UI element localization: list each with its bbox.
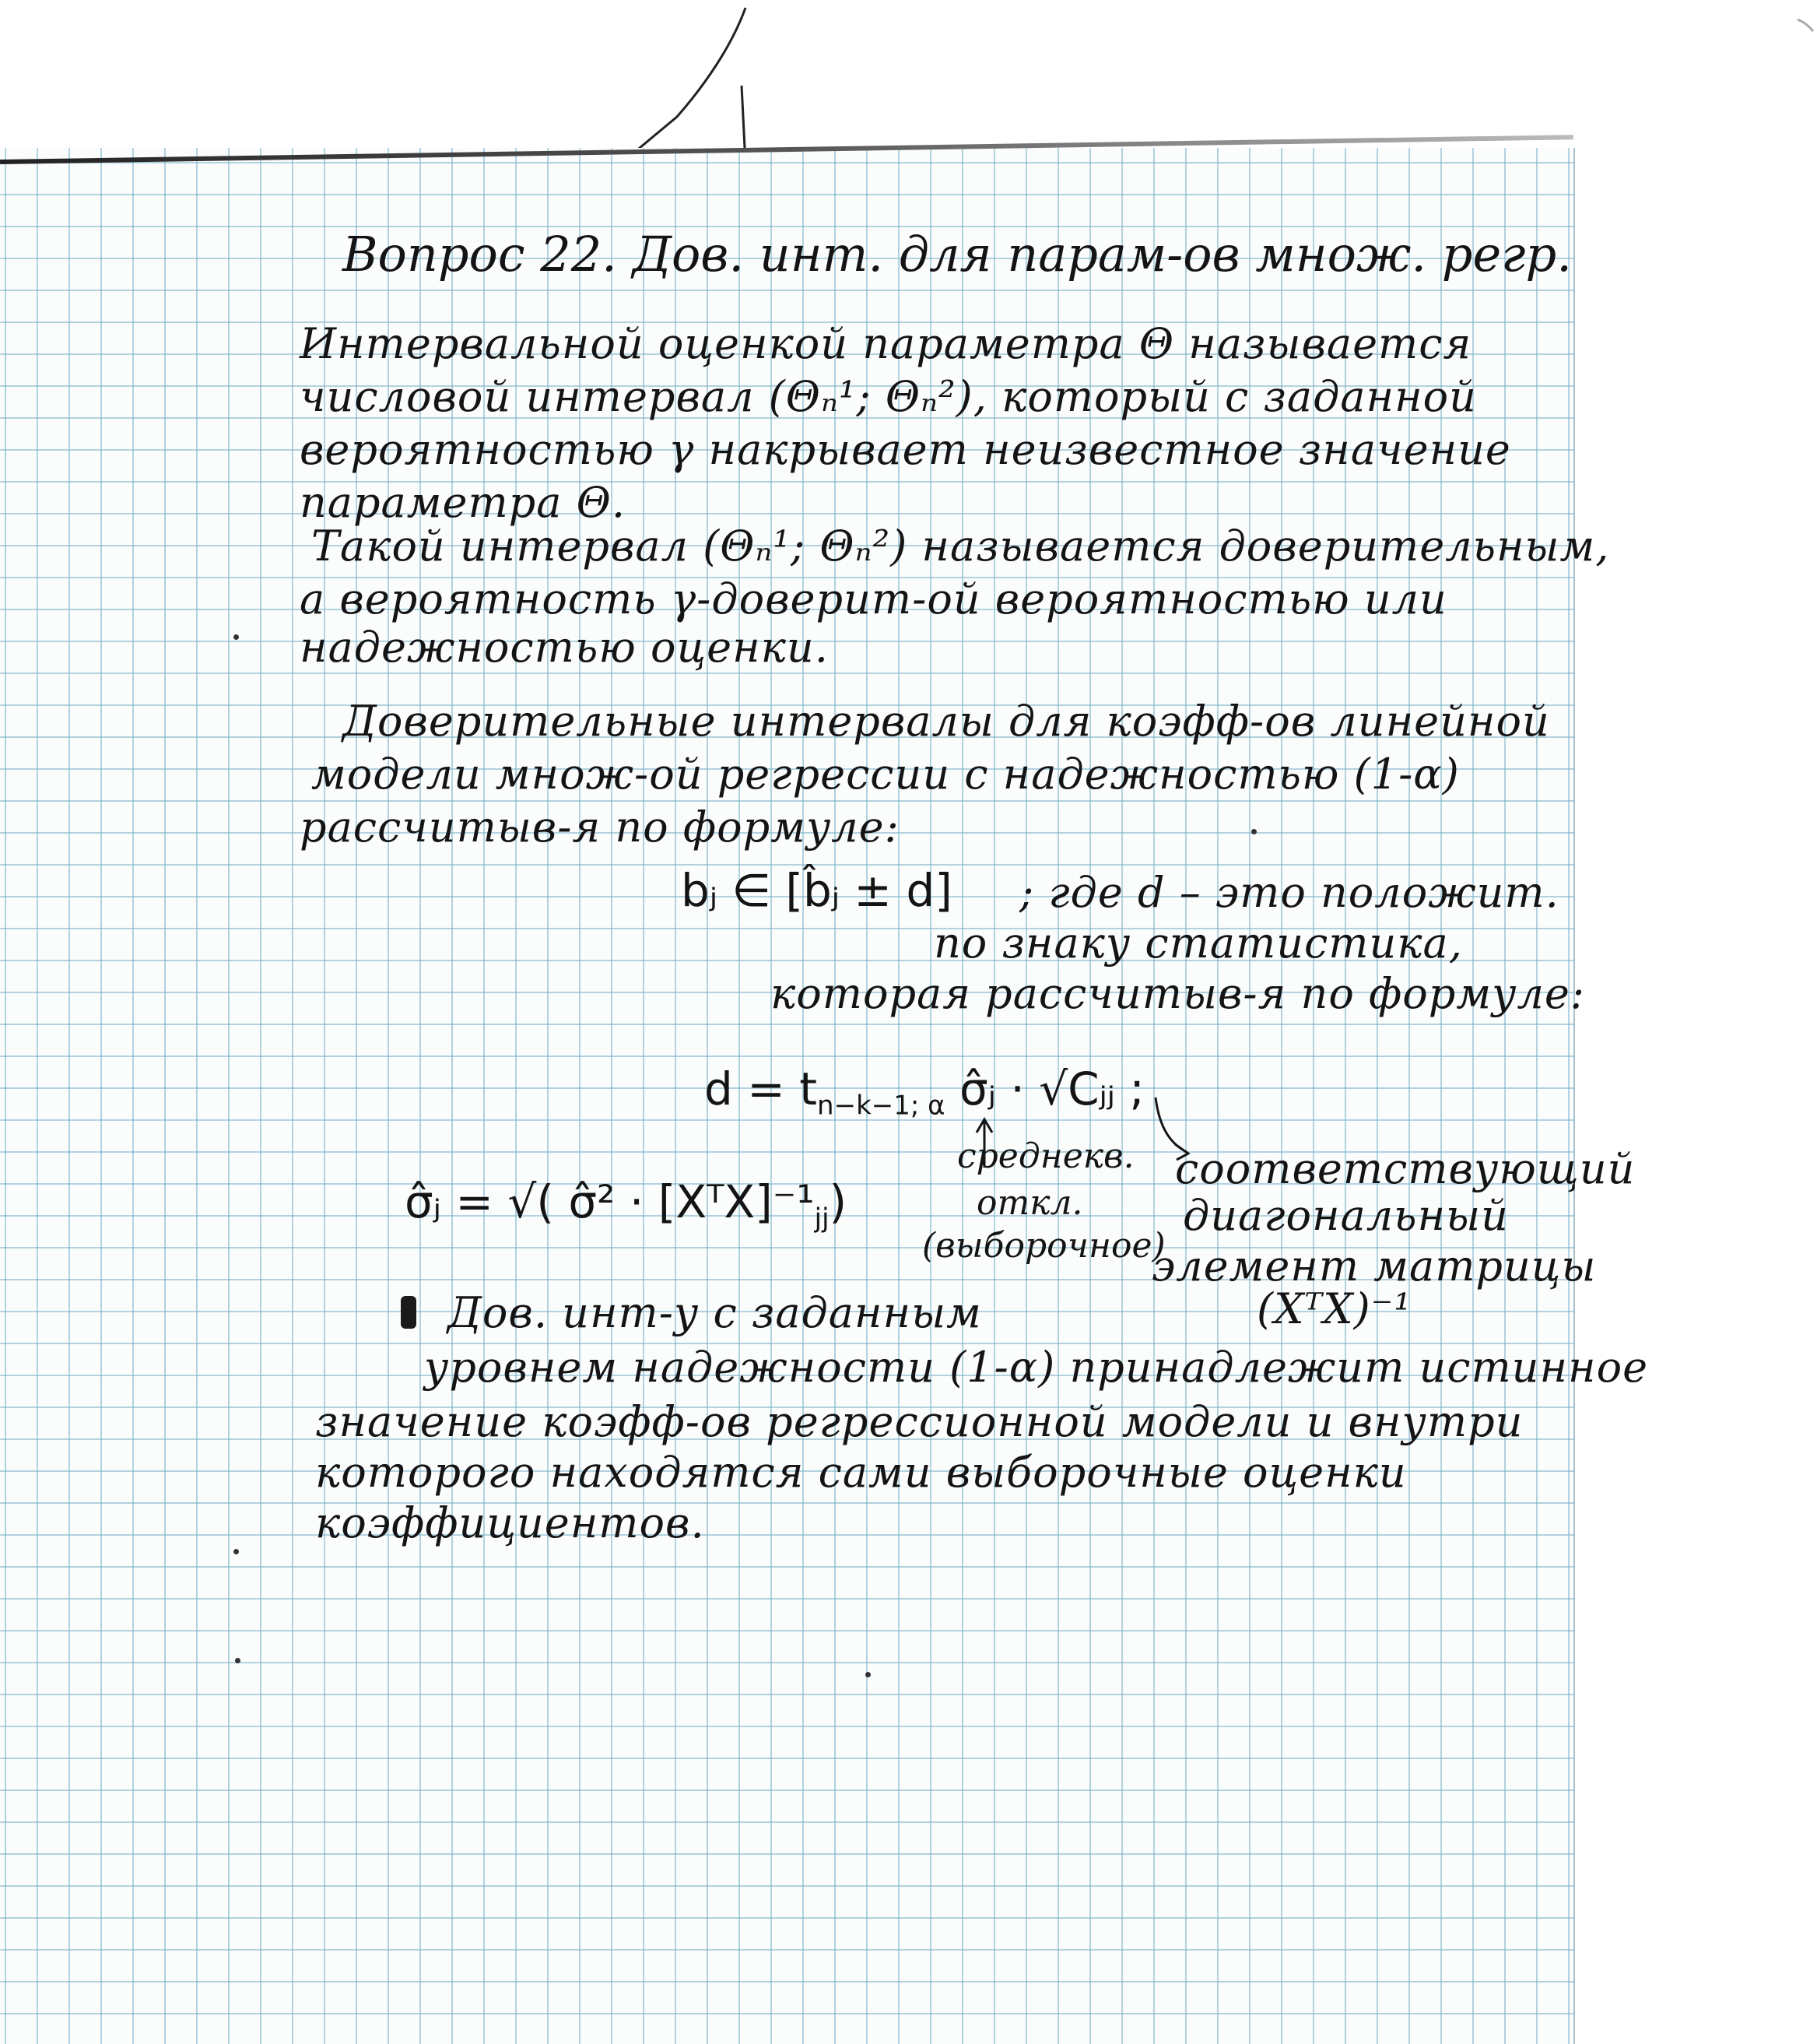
t-subscript: n−k−1; α — [817, 1090, 945, 1122]
d-formula-lhs: d = t — [704, 1062, 818, 1115]
conclusion-line: Дов. инт-у с заданным — [447, 1288, 982, 1337]
sigma-subscript: jj — [814, 1203, 830, 1234]
coefficients-intro-line: модели множ-ой регрессии с надежностью (1-α) — [311, 750, 1460, 799]
conclusion-line: коэффициентов. — [315, 1498, 705, 1547]
question-title: Вопрос 22. Дов. инт. для парам-ов множ. регр. — [342, 226, 1572, 283]
conclusion-line: значение коэфф-ов регрессионной модели и внутри — [315, 1397, 1524, 1446]
annotation-std-dev: откл. — [977, 1183, 1083, 1223]
interval-formula: bⱼ ∈ [b̂ⱼ ± d] — [681, 864, 952, 917]
sigma-formula — [405, 1175, 847, 1234]
d-formula-rest: σ̂ⱼ · √Cⱼⱼ — [959, 1062, 1115, 1115]
sigma-formula-rhs: ) — [829, 1175, 847, 1228]
definition-line: параметра Θ. — [300, 478, 626, 527]
definition-line: надежностью оценки. — [300, 623, 829, 672]
interval-note: ; где d – это положит. — [1019, 868, 1559, 917]
coefficients-intro-line: рассчитыв-я по формуле: — [300, 802, 900, 852]
interval-note: по знаку статистика, — [934, 918, 1463, 968]
sigma-formula-lhs: σ̂ⱼ = √( σ̂² · [XᵀX]⁻¹ — [405, 1175, 815, 1228]
annotation-diagonal: диагональный — [1183, 1191, 1509, 1240]
annotation-diagonal: элемент матрицы — [1152, 1242, 1597, 1291]
bullet-mark — [401, 1296, 416, 1329]
definition-line: а вероятность γ-доверит-ой вероятностью или — [300, 574, 1447, 623]
conclusion-line: которого находятся сами выборочные оценки — [315, 1448, 1407, 1497]
annotation-std-dev: (выборочное) — [922, 1226, 1166, 1266]
conclusion-line: уровнем надежности (1-α) принадлежит истинное — [424, 1343, 1649, 1392]
definition-line: Такой интервал (Θₙ¹; Θₙ²) называется доверительным, — [311, 522, 1610, 571]
annotation-std-dev: среднекв. — [957, 1136, 1135, 1176]
definition-line: числовой интервал (Θₙ¹; Θₙ²), который с заданной — [300, 372, 1477, 421]
annotation-diagonal: соответствующий — [1175, 1144, 1636, 1193]
definition-line: Интервальной оценкой параметра Θ называется — [300, 319, 1472, 368]
annotation-diagonal: (XᵀX)⁻¹ — [1257, 1284, 1412, 1333]
d-formula-end: ; — [1129, 1062, 1145, 1115]
definition-line: вероятностью γ накрывает неизвестное значение — [300, 425, 1511, 474]
coefficients-intro-line: Доверительные интервалы для коэфф-ов линейной — [342, 697, 1550, 746]
interval-note: которая рассчитыв-я по формуле: — [770, 969, 1585, 1018]
